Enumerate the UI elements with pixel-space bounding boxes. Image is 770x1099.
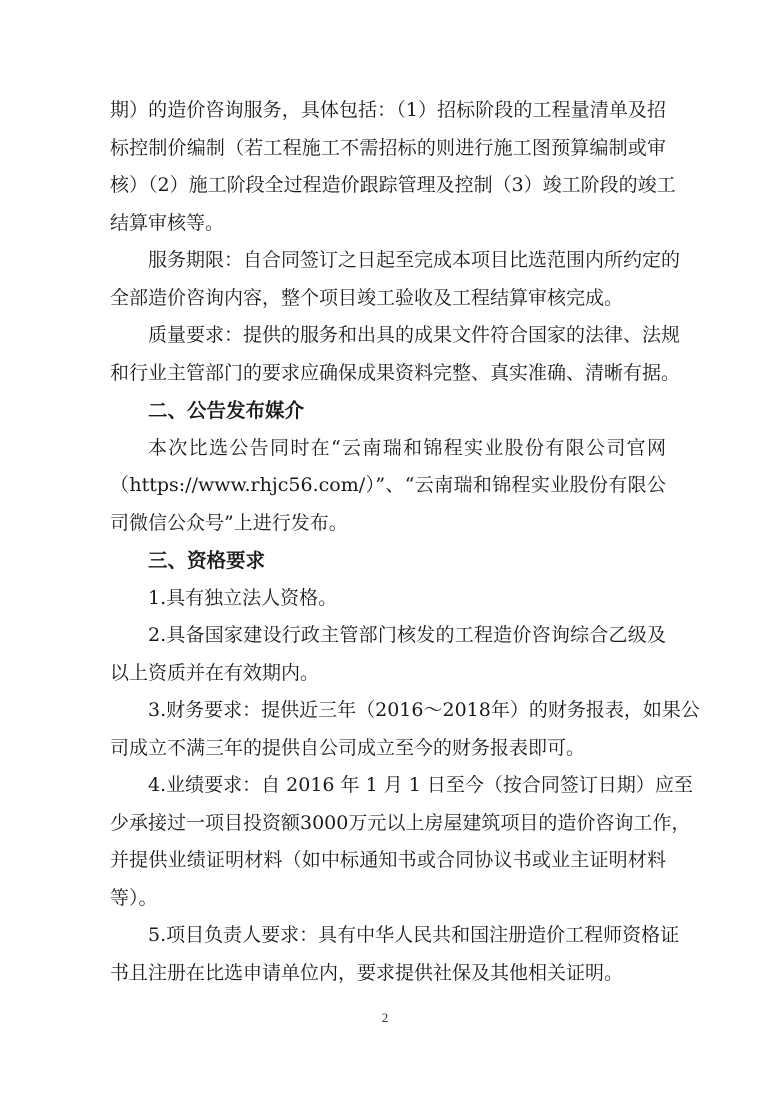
text-line: 期）的造价咨询服务，具体包括：（1）招标阶段的工程量清单及招 bbox=[110, 99, 666, 121]
document-body bbox=[110, 92, 700, 992]
text-line: 1.具有独立法人资格。 bbox=[148, 586, 338, 609]
text-line: 5.项目负责人要求：具有中华人民共和国注册造价工程师资格证 bbox=[148, 924, 680, 946]
text-line: 标控制价编制（若工程施工不需招标的则进行施工图预算编制或审 bbox=[110, 136, 666, 159]
text-line: 和行业主管部门的要求应确保成果资料完整、真实准确、清晰有据。 bbox=[110, 361, 681, 384]
text-line: （https://www.rhjc56.com/）”、“云南瑞和锦程实业股份有限公 bbox=[110, 474, 666, 496]
text-line: 以上资质并在有效期内。 bbox=[110, 661, 320, 684]
text-line: 等）。 bbox=[110, 886, 158, 909]
text-line: 服务期限：自合同签订之日起至完成本项目比选范围内所约定的 bbox=[148, 249, 681, 271]
section-heading: 三、资格要求 bbox=[148, 549, 266, 572]
text-line: 司成立不满三年的提供自公司成立至今的财务报表即可。 bbox=[110, 736, 586, 759]
text-line: 司微信公众号”上进行发布。 bbox=[110, 511, 348, 534]
text-line: 本次比选公告同时在“云南瑞和锦程实业股份有限公司官网 bbox=[148, 436, 666, 459]
page-number: 2 bbox=[381, 1010, 389, 1025]
text-line: 全部造价咨询内容，整个项目竣工验收及工程结算审核完成。 bbox=[110, 286, 624, 309]
text-line: 核）（2）施工阶段全过程造价跟踪管理及控制（3）竣工阶段的竣工 bbox=[110, 174, 676, 196]
text-line: 结算审核等。 bbox=[110, 211, 225, 234]
text-line: 少承接过一项目投资额3000万元以上房屋建筑项目的造价咨询工作， bbox=[110, 811, 691, 834]
text-line: 书且注册在比选申请单位内，要求提供社保及其他相关证明。 bbox=[110, 961, 624, 984]
text-line: 质量要求：提供的服务和出具的成果文件符合国家的法律、法规 bbox=[148, 324, 681, 346]
text-line: 并提供业绩证明材料（如中标通知书或合同协议书或业主证明材料 bbox=[110, 849, 666, 871]
text-line: 4.业绩要求：自 2016 年 1 月 1 日至今（按合同签订日期）应至 bbox=[148, 774, 693, 796]
text-line: 2.具备国家建设行政主管部门核发的工程造价咨询综合乙级及 bbox=[148, 624, 666, 646]
section-heading: 二、公告发布媒介 bbox=[148, 399, 305, 422]
text-line: 3.财务要求：提供近三年（2016～2018年）的财务报表，如果公 bbox=[148, 699, 700, 721]
